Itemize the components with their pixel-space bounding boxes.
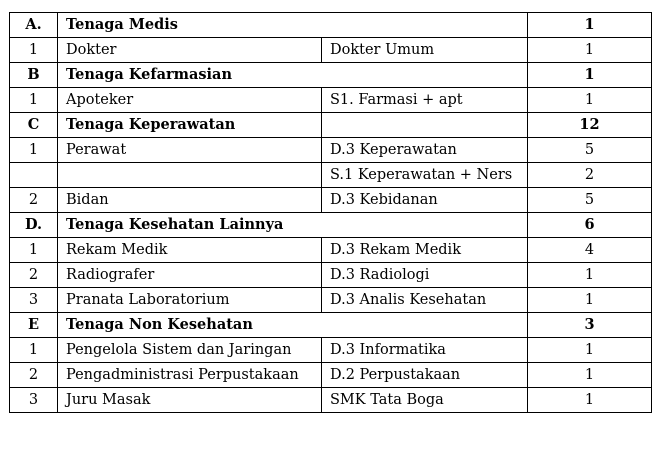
position-name: Juru Masak — [58, 388, 322, 413]
table-row — [10, 363, 652, 388]
position-name: Perawat — [58, 138, 322, 163]
row-number: 3 — [10, 388, 58, 413]
education-requirement: D.3 Kebidanan — [322, 188, 528, 213]
staff-count: 1 — [528, 88, 652, 113]
staff-count: 1 — [528, 38, 652, 63]
staff-count: 5 — [528, 188, 652, 213]
table-row — [10, 388, 652, 413]
education-requirement: S.1 Keperawatan + Ners — [322, 163, 528, 188]
position-name: Bidan — [58, 188, 322, 213]
education-requirement: S1. Farmasi + apt — [322, 88, 528, 113]
table-row — [10, 188, 652, 213]
table-row — [10, 238, 652, 263]
staff-count: 1 — [528, 288, 652, 313]
row-number — [10, 163, 58, 188]
education-requirement: D.3 Rekam Medik — [322, 238, 528, 263]
row-number: 2 — [10, 363, 58, 388]
position-name — [58, 163, 322, 188]
category-code: E — [10, 313, 58, 338]
category-total: 6 — [528, 213, 652, 238]
category-total: 1 — [528, 13, 652, 38]
education-requirement: Dokter Umum — [322, 38, 528, 63]
table-row — [10, 38, 652, 63]
row-number: 1 — [10, 138, 58, 163]
table-body — [10, 13, 652, 413]
position-name: Pengadministrasi Perpustakaan — [58, 363, 322, 388]
row-number: 1 — [10, 238, 58, 263]
staff-count: 1 — [528, 388, 652, 413]
staff-count: 2 — [528, 163, 652, 188]
category-total: 3 — [528, 313, 652, 338]
position-name: Dokter — [58, 38, 322, 63]
position-name: Rekam Medik — [58, 238, 322, 263]
staff-count: 5 — [528, 138, 652, 163]
category-code: B — [10, 63, 58, 88]
staff-count: 1 — [528, 363, 652, 388]
education-requirement: D.3 Radiologi — [322, 263, 528, 288]
category-title: Tenaga Keperawatan — [58, 113, 322, 138]
row-number: 2 — [10, 188, 58, 213]
row-number: 1 — [10, 338, 58, 363]
education-requirement: D.2 Perpustakaan — [322, 363, 528, 388]
position-name: Apoteker — [58, 88, 322, 113]
education-requirement: D.3 Keperawatan — [322, 138, 528, 163]
education-requirement: D.3 Informatika — [322, 338, 528, 363]
table-row — [10, 263, 652, 288]
table-row — [10, 138, 652, 163]
table-row — [10, 88, 652, 113]
category-title: Tenaga Kesehatan Lainnya — [58, 213, 528, 238]
category-title: Tenaga Medis — [58, 13, 528, 38]
category-code: D. — [10, 213, 58, 238]
category-total: 1 — [528, 63, 652, 88]
category-total: 12 — [528, 113, 652, 138]
table-row — [10, 288, 652, 313]
category-row — [10, 63, 652, 88]
category-code: C — [10, 113, 58, 138]
position-name: Pengelola Sistem dan Jaringan — [58, 338, 322, 363]
position-name: Radiografer — [58, 263, 322, 288]
row-number: 1 — [10, 38, 58, 63]
category-title: Tenaga Kefarmasian — [58, 63, 528, 88]
staff-count: 1 — [528, 263, 652, 288]
category-title: Tenaga Non Kesehatan — [58, 313, 528, 338]
education-requirement: SMK Tata Boga — [322, 388, 528, 413]
row-number: 3 — [10, 288, 58, 313]
category-code: A. — [10, 13, 58, 38]
position-name: Pranata Laboratorium — [58, 288, 322, 313]
category-row — [10, 313, 652, 338]
staff-table — [9, 12, 652, 413]
category-row — [10, 13, 652, 38]
category-row — [10, 113, 652, 138]
staff-count: 1 — [528, 338, 652, 363]
row-number: 1 — [10, 88, 58, 113]
category-empty-cell — [322, 113, 528, 138]
staff-count: 4 — [528, 238, 652, 263]
education-requirement: D.3 Analis Kesehatan — [322, 288, 528, 313]
table-row — [10, 163, 652, 188]
category-row — [10, 213, 652, 238]
row-number: 2 — [10, 263, 58, 288]
table-row — [10, 338, 652, 363]
